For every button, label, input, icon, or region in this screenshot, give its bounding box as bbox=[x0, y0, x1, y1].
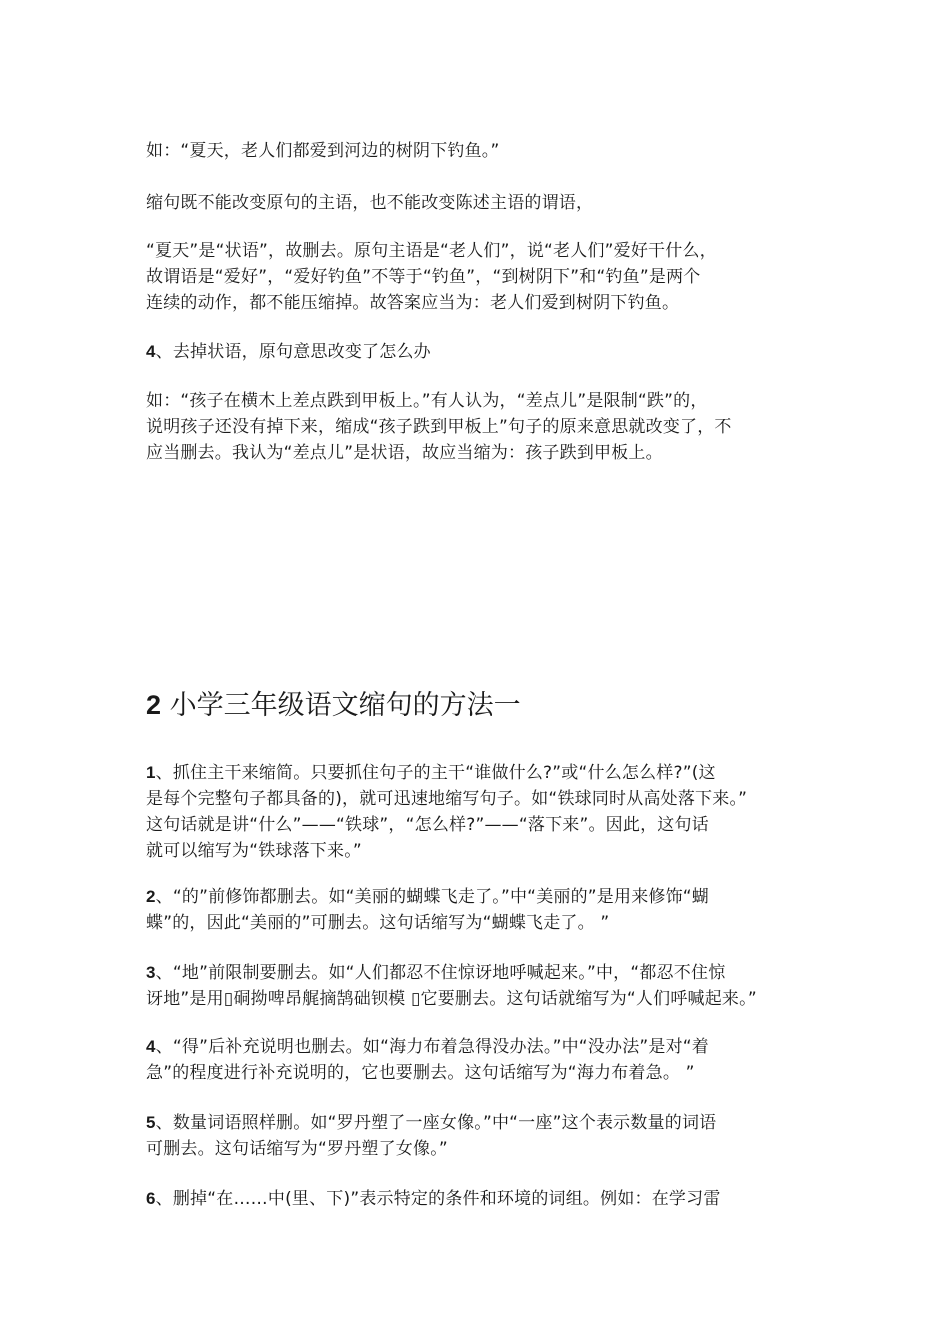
method-item-2 bbox=[146, 884, 810, 936]
text-line: 就可以缩写为“铁球落下来。” bbox=[146, 841, 362, 861]
item-number: 2 bbox=[146, 887, 156, 906]
item-number: 6 bbox=[146, 1189, 156, 1208]
item-text: 、抓住主干来缩简。只要抓住句子的主干“谁做什么?”或“什么怎么样?”(这 bbox=[155, 763, 716, 783]
item-number: 4 bbox=[146, 342, 156, 361]
text-line bbox=[146, 1186, 810, 1212]
item-text: 、去掉状语，原句意思改变了怎么办 bbox=[155, 342, 431, 362]
item-text: 、“地”前限制要删去。如“人们都忍不住惊讶地呼喊起来。”中，“都忍不住惊 bbox=[155, 963, 726, 983]
method-item-4 bbox=[146, 1034, 810, 1086]
text-line bbox=[146, 1034, 810, 1060]
text-line: 说明孩子还没有掉下来，缩成“孩子跌到甲板上”句子的原来意思就改变了，不 bbox=[146, 417, 732, 437]
text-line: 应当删去。我认为“差点儿”是状语，故应当缩为：孩子跌到甲板上。 bbox=[146, 443, 663, 463]
text-line bbox=[146, 339, 810, 365]
item-number: 3 bbox=[146, 963, 156, 982]
item-number: 5 bbox=[146, 1113, 156, 1132]
item-text: 、删掉“在……中(里、下)”表示特定的条件和环境的词组。例如：在学习雷 bbox=[155, 1189, 721, 1209]
item-number: 4 bbox=[146, 1037, 156, 1056]
text-line: 如：“孩子在横木上差点跌到甲板上。”有人认为，“差点儿”是限制“跌”的， bbox=[146, 391, 708, 411]
item-text: 、“得”后补充说明也删去。如“海力布着急得没办法。”中“没办法”是对“着 bbox=[155, 1037, 710, 1057]
text-line bbox=[146, 884, 810, 910]
rule-paragraph bbox=[146, 190, 810, 216]
text-line: 故谓语是“爱好”，“爱好钓鱼”不等于“钓鱼”，“到树阴下”和“钓鱼”是两个 bbox=[146, 267, 701, 287]
text-line: 连续的动作，都不能压缩掉。故答案应当为：老人们爱到树阴下钓鱼。 bbox=[146, 293, 680, 313]
text-line: 讶地”是用▯硐拗啤昂艉摘鹄础钡模 ▯它要删去。这句话就缩写为“人们呼喊起来。” bbox=[146, 989, 757, 1009]
example-paragraph-2 bbox=[146, 388, 810, 466]
example-paragraph bbox=[146, 138, 810, 164]
text-line bbox=[146, 1110, 810, 1136]
text-line: 缩句既不能改变原句的主语，也不能改变陈述主语的谓语， bbox=[146, 193, 594, 213]
method-item-3 bbox=[146, 960, 810, 1012]
item-text: 、“的”前修饰都删去。如“美丽的蝴蝶飞走了。”中“美丽的”是用来修饰“蝴 bbox=[155, 887, 710, 907]
heading-text: 小学三年级语文缩句的方法一 bbox=[161, 690, 521, 721]
explanation-paragraph bbox=[146, 238, 810, 316]
text-line: 可删去。这句话缩写为“罗丹塑了女像。” bbox=[146, 1139, 448, 1159]
text-line: 蝶”的，因此“美丽的”可删去。这句话缩写为“蝴蝶飞走了。 ” bbox=[146, 913, 610, 933]
text-line bbox=[146, 760, 810, 786]
item-number: 1 bbox=[146, 763, 156, 782]
item-text: 、数量词语照样删。如“罗丹塑了一座女像。”中“一座”这个表示数量的词语 bbox=[155, 1113, 717, 1133]
section-heading bbox=[146, 688, 521, 723]
method-item-5 bbox=[146, 1110, 810, 1162]
text-line: 如：“夏天，老人们都爱到河边的树阴下钓鱼。” bbox=[146, 141, 500, 161]
heading-number: 2 bbox=[146, 690, 162, 720]
subheading-paragraph bbox=[146, 339, 810, 365]
text-line bbox=[146, 960, 810, 986]
text-line: 是每个完整句子都具备的)，就可迅速地缩写句子。如“铁球同时从高处落下来。” bbox=[146, 789, 748, 809]
text-line: “夏天”是“状语”，故删去。原句主语是“老人们”，说“老人们”爱好干什么， bbox=[146, 241, 717, 261]
method-item-1 bbox=[146, 760, 810, 864]
text-line: 急”的程度进行补充说明的，它也要删去。这句话缩写为“海力布着急。 ” bbox=[146, 1063, 695, 1083]
method-item-6 bbox=[146, 1186, 810, 1212]
text-line: 这句话就是讲“什么”——“铁球”，“怎么样?”——“落下来”。因此，这句话 bbox=[146, 815, 709, 835]
